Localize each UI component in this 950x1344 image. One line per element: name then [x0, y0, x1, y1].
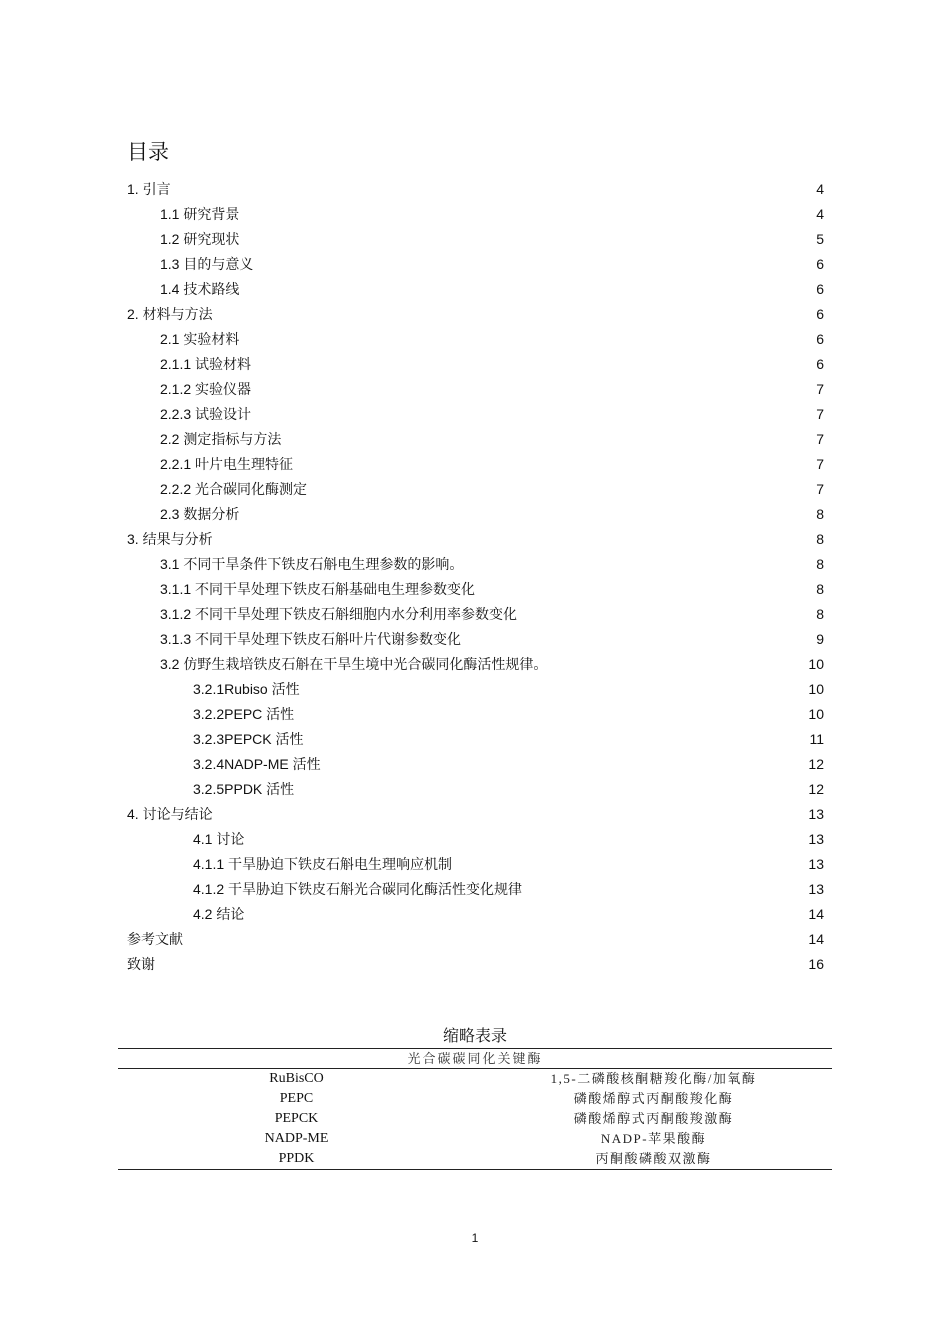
- toc-entry-page-number: 10: [808, 656, 824, 672]
- abbreviation-cell: NADP-ME: [264, 1131, 329, 1146]
- toc-entry-page-number: 8: [816, 531, 824, 547]
- toc-entry-page-number: 5: [816, 231, 824, 247]
- toc-entry-label: 3.2 仿野生栽培铁皮石斛在干旱生境中光合碳同化酶活性规律。: [160, 656, 548, 672]
- toc-entry-label: 1.1 研究背景: [160, 206, 240, 222]
- toc-entry[interactable]: [127, 503, 824, 528]
- toc-entry[interactable]: [127, 878, 824, 903]
- toc-entry-page-number: 9: [816, 631, 824, 647]
- toc-entry-label: 3.1.2 不同干旱处理下铁皮石斛细胞内水分利用率参数变化: [160, 606, 518, 622]
- abbreviation-table-section: [118, 1026, 832, 1170]
- toc-entry[interactable]: [127, 578, 824, 603]
- toc-entry[interactable]: [127, 328, 824, 353]
- toc-entry[interactable]: [127, 278, 824, 303]
- toc-entry-label: 3.1.1 不同干旱处理下铁皮石斛基础电生理参数变化: [160, 581, 476, 597]
- toc-entry-page-number: 6: [816, 256, 824, 272]
- full-name-cell: 磷酸烯醇式丙酮酸羧激酶: [573, 1111, 734, 1126]
- toc-entry[interactable]: [127, 453, 824, 478]
- toc-entry-page-number: 12: [808, 756, 824, 772]
- toc-entry-label: 致谢: [127, 956, 155, 972]
- toc-entry-label: 4.1 讨论: [193, 831, 245, 847]
- table-row: [118, 1109, 832, 1129]
- toc-entry-label: 2.3 数据分析: [160, 506, 240, 522]
- toc-entry-page-number: 7: [816, 481, 824, 497]
- toc-entry-label: 3.2.4NADP-ME 活性: [193, 756, 321, 772]
- toc-entry[interactable]: [127, 903, 824, 928]
- toc-entry-page-number: 6: [816, 331, 824, 347]
- abbreviation-cell: PEPCK: [274, 1111, 319, 1126]
- toc-entry[interactable]: [127, 228, 824, 253]
- toc-entry-label: 3. 结果与分析: [127, 531, 213, 547]
- abbreviation-table-body: [118, 1069, 832, 1170]
- toc-entry-label: 3.1 不同干旱条件下铁皮石斛电生理参数的影响。: [160, 556, 464, 572]
- toc-entry-page-number: 6: [816, 356, 824, 372]
- toc-entry-page-number: 6: [816, 281, 824, 297]
- abbreviation-cell: PEPC: [279, 1091, 314, 1106]
- toc-entry-page-number: 12: [808, 781, 824, 797]
- toc-entry-label: 2.2.2 光合碳同化酶测定: [160, 481, 308, 497]
- toc-entry[interactable]: [127, 403, 824, 428]
- toc-entry[interactable]: [127, 603, 824, 628]
- toc-entry[interactable]: [127, 478, 824, 503]
- toc-entry-page-number: 14: [808, 906, 824, 922]
- toc-entry[interactable]: [127, 953, 824, 978]
- abbreviation-cell: RuBisCO: [269, 1071, 324, 1086]
- page-number: 1: [471, 1231, 479, 1245]
- toc-entry-page-number: 10: [808, 706, 824, 722]
- toc-entry-label: 3.2.3PEPCK 活性: [193, 731, 304, 747]
- toc-entry[interactable]: [127, 428, 824, 453]
- toc-entry[interactable]: [127, 678, 824, 703]
- toc-entry[interactable]: [127, 753, 824, 778]
- table-row: [118, 1149, 832, 1170]
- toc-entry[interactable]: [127, 778, 824, 803]
- toc-entry[interactable]: [127, 628, 824, 653]
- toc-entry-label: 2.1 实验材料: [160, 331, 240, 347]
- table-row: [118, 1069, 832, 1090]
- toc-entry-label: 参考文献: [127, 931, 183, 947]
- toc-entry-label: 1.2 研究现状: [160, 231, 240, 247]
- abbreviation-table-caption: 缩略表录: [442, 1028, 507, 1045]
- toc-entry[interactable]: [127, 353, 824, 378]
- abbreviation-table: [118, 1048, 832, 1170]
- toc-entry-page-number: 10: [808, 681, 824, 697]
- toc-entry[interactable]: [127, 928, 824, 953]
- abbreviation-group-header-row: [118, 1049, 832, 1069]
- toc-entry-page-number: 8: [816, 556, 824, 572]
- toc-entry-page-number: 13: [808, 856, 824, 872]
- toc-entry[interactable]: [127, 853, 824, 878]
- toc-entry-page-number: 8: [816, 606, 824, 622]
- table-row: [118, 1089, 832, 1109]
- toc-entry-label: 2.2 测定指标与方法: [160, 431, 282, 447]
- full-name-cell: 丙酮酸磷酸双激酶: [475, 1149, 832, 1170]
- toc-entry-page-number: 13: [808, 831, 824, 847]
- toc-entry-label: 1.4 技术路线: [160, 281, 240, 297]
- toc-entry[interactable]: [127, 528, 824, 553]
- toc-entry[interactable]: [127, 253, 824, 278]
- toc-entry-page-number: 16: [808, 956, 824, 972]
- toc-entry-page-number: 8: [816, 581, 824, 597]
- full-name-cell: 磷酸烯醇式丙酮酸羧化酶: [573, 1091, 734, 1106]
- toc-entry-label: 3.2.2PEPC 活性: [193, 706, 295, 722]
- toc-entry-label: 4.1.2 干旱胁迫下铁皮石斛光合碳同化酶活性变化规律: [193, 881, 523, 897]
- toc-entry-label: 4. 讨论与结论: [127, 806, 213, 822]
- toc-entry-label: 2.1.2 实验仪器: [160, 381, 252, 397]
- toc-entry-label: 2.1.1 试验材料: [160, 356, 252, 372]
- toc-title: 目录: [127, 141, 169, 164]
- toc-entry-label: 3.1.3 不同干旱处理下铁皮石斛叶片代谢参数变化: [160, 631, 462, 647]
- toc-entry[interactable]: [127, 378, 824, 403]
- toc-entry-label: 3.2.5PPDK 活性: [193, 781, 295, 797]
- toc-entry-page-number: 11: [809, 731, 824, 747]
- toc-entry-label: 2. 材料与方法: [127, 306, 213, 322]
- toc-entry-page-number: 13: [808, 881, 824, 897]
- toc-entry-page-number: 13: [808, 806, 824, 822]
- toc-entry[interactable]: [127, 653, 824, 678]
- toc-entry-page-number: 4: [816, 206, 824, 222]
- toc-entry[interactable]: [127, 203, 824, 228]
- toc-entry-page-number: 4: [816, 181, 824, 197]
- toc-entry[interactable]: [127, 828, 824, 853]
- toc-entry-page-number: 6: [816, 306, 824, 322]
- toc-entry-label: 3.2.1Rubiso 活性: [193, 681, 300, 697]
- table-row: [118, 1129, 832, 1149]
- toc-entry[interactable]: [127, 178, 824, 203]
- toc-entry[interactable]: [127, 553, 824, 578]
- toc-entry-page-number: 7: [816, 406, 824, 422]
- toc-entry-page-number: 8: [816, 506, 824, 522]
- abbreviation-cell: PPDK: [118, 1149, 475, 1170]
- abbreviation-group-header: 光合碳碳同化关键酶: [118, 1049, 832, 1069]
- toc-entry[interactable]: [127, 803, 824, 828]
- toc-entry-page-number: 7: [816, 431, 824, 447]
- toc-entry-label: 4.1.1 干旱胁迫下铁皮石斛电生理响应机制: [193, 856, 453, 872]
- toc-entry-page-number: 7: [816, 381, 824, 397]
- toc-entry-label: 2.2.1 叶片电生理特征: [160, 456, 294, 472]
- full-name-cell: NADP-苹果酸酶: [600, 1131, 707, 1146]
- toc-entry-page-number: 7: [816, 456, 824, 472]
- toc-entry[interactable]: [127, 303, 824, 328]
- toc-entry-label: 1. 引言: [127, 181, 171, 197]
- toc-entry-label: 1.3 目的与意义: [160, 256, 254, 272]
- toc-entry[interactable]: [127, 728, 824, 753]
- toc-entry[interactable]: [127, 703, 824, 728]
- full-name-cell: 1,5-二磷酸核酮糖羧化酶/加氧酶: [550, 1071, 757, 1086]
- table-of-contents: [127, 178, 824, 978]
- toc-entry-label: 4.2 结论: [193, 906, 245, 922]
- toc-entry-page-number: 14: [808, 931, 824, 947]
- toc-entry-label: 2.2.3 试验设计: [160, 406, 252, 422]
